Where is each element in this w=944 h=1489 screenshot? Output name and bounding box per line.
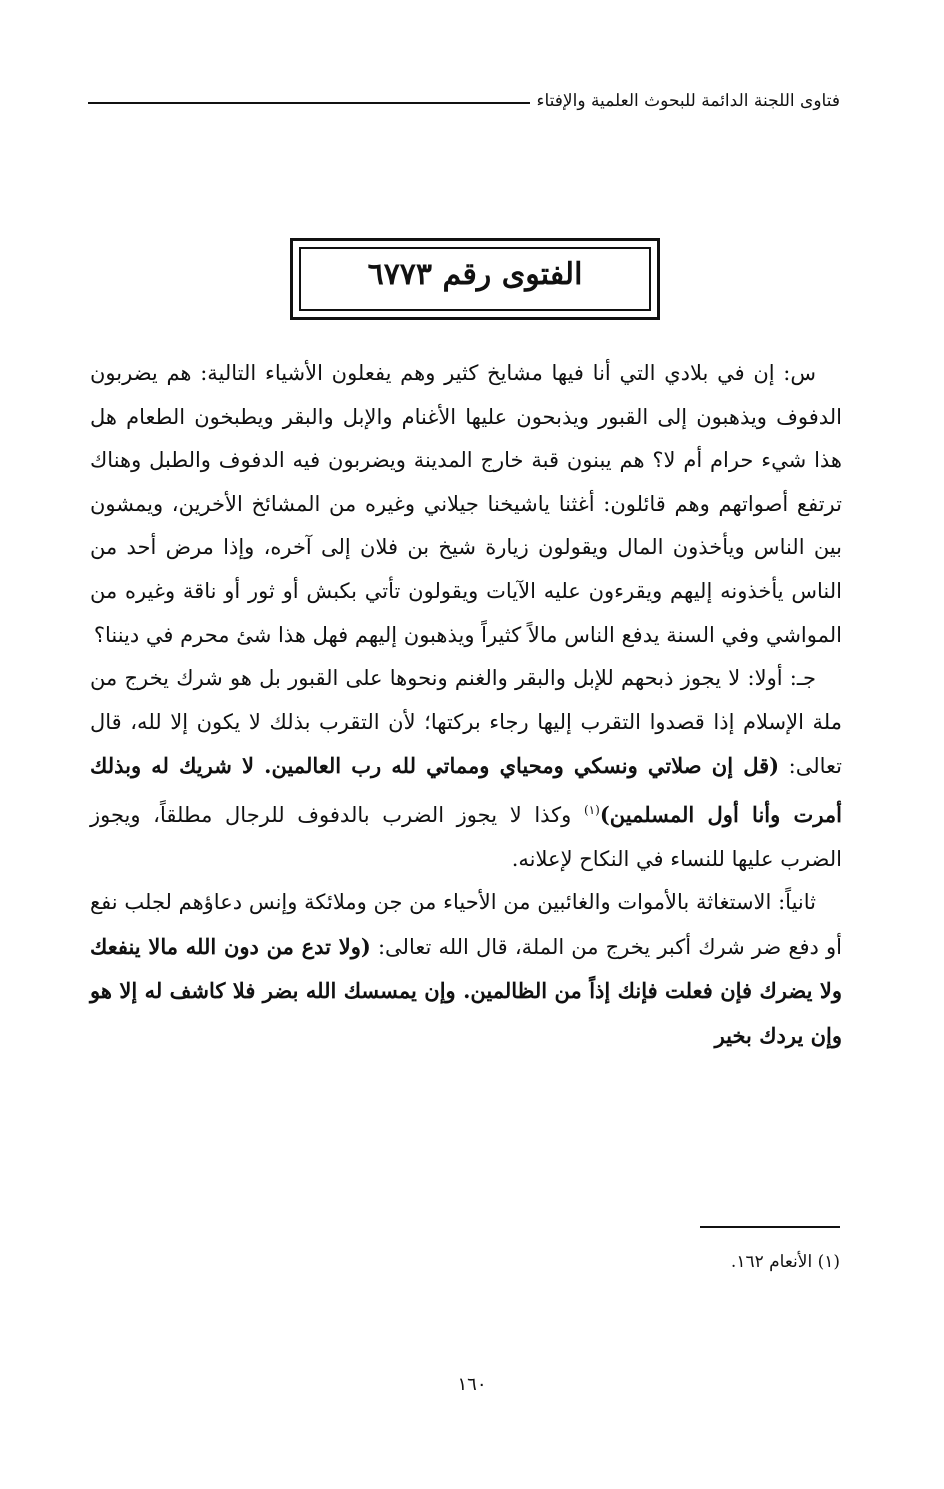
fatwa-title-box bbox=[290, 238, 660, 320]
question-paragraph: س: إن في بلادي التي أنا فيها مشايخ كثير وهم يفعلون الأشياء التالية: هم يضربون الدفوف ويذهبون إلى القبور ويذبحون عليها الأغنام والإبل والبقر ويطبخون الطعام هل هذا شيء حرام أم لا؟ هم يبنون قبة خارج المدينة ويضربون فيه الدفوف والطبل وهناك ترتفع أصواتهم وهم قائلون: أغثنا ياشيخنا جيلاني وغيره من المشائخ الأخرين، ويمشون بين الناس ويأخذون المال ويقولون زيارة شيخ بن فلان إلى آخره، وإذا مرض أحد من الناس يأخذونه إليهم ويقرءون عليه الآيات ويقولون تأتي بكبش أو ثور أو ناقة وغيره من المواشي وفي السنة يدفع الناس مالاً كثيراً ويذهبون إليهم فهل هذا شئ محرم في ديننا؟ bbox=[90, 361, 843, 647]
answer-2-text: ثانياً: الاستغاثة بالأموات والغائبين من الأحياء من جن وملائكة وإنس دعاؤهم لجلب نفع أو دفع ضر شرك أكبر يخرج من الملة، قال الله تعالى: bbox=[90, 890, 842, 959]
answer-1-text: جـ: أولا: لا يجوز ذبحهم للإبل والبقر والغنم ونحوها على القبور بل هو شرك يخرج من ملة الإسلام إذا قصدوا التقرب إليها رجاء بركتها؛ لأن التقرب بذلك لا يكون إلا لله، قال تعالى: bbox=[90, 666, 842, 779]
header-rule bbox=[88, 102, 530, 104]
running-header bbox=[88, 86, 840, 116]
body-text bbox=[90, 352, 842, 1059]
quran-quote-2: (ولا تدع من دون الله مالا ينفعك ولا يضرك فإن فعلت فإنك إذاً من الظالمين. وإن يمسسك الله بضر فلا كاشف له إلا هو وإن يردك بخير bbox=[90, 933, 842, 1048]
footnote-marker: (١) bbox=[583, 802, 600, 817]
answer-paragraph-1 bbox=[90, 657, 842, 881]
answer-paragraph-2 bbox=[90, 881, 842, 1058]
answer-1-continuation: وكذا لا يجوز الضرب بالدفوف للرجال مطلقاً، ويجوز الضرب عليها للنساء في النكاح لإعلانه. bbox=[90, 802, 842, 871]
footnote-divider bbox=[700, 1226, 840, 1228]
footnote: (١) الأنعام ١٦٢. bbox=[730, 1252, 840, 1272]
page-number: ١٦٠ bbox=[457, 1374, 487, 1395]
quran-quote-1: (قل إن صلاتي ونسكي ومحياي ومماتي لله رب العالمين. لا شريك له وبذلك أمرت وأنا أول المسلمين) bbox=[90, 753, 842, 827]
running-header-title: فتاوى اللجنة الدائمة للبحوث العلمية والإفتاء bbox=[536, 91, 840, 111]
fatwa-title: الفتوى رقم ٦٧٧٣ bbox=[367, 257, 583, 292]
